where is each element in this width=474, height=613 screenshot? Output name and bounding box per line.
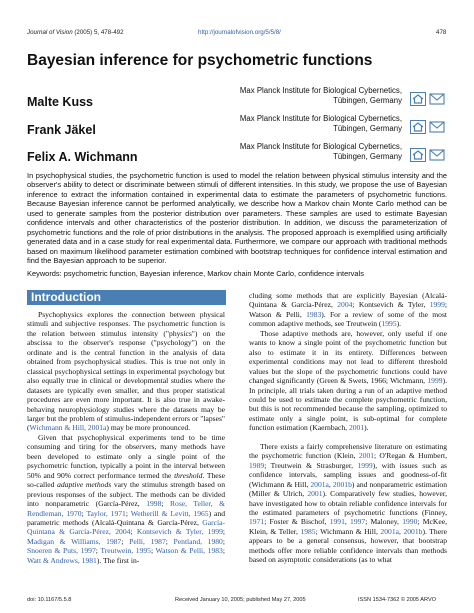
abstract: In psychophysical studies, the psychometric function is used to model the relation between physical stimulus intensity and the observer's ability to detect or discriminate between stimuli of different intensities. In this study, we propose the use of Bayesian inference to extract the information contained in experimental data to estimate the parameters of psychometric functions. Because Bayesian inference cannot be performed analytically, we describe how a Markov chain Monte Carlo method can be used to generate samples from the posterior distribution over parameters. These samples are used to estimate Bayesian confidence intervals and other characteristics of the posterior distribution. In addition, we discuss the parameterization of psychometric functions and the role of prior distributions in the analysis. The proposed approach is exemplified using artificially generated data and in a case study for real experimental data. Furthermore, we compare our approach with traditional methods based on maximum likelihood parameter estimation combined with bootstrap techniques for confidence interval estimation and find the Bayesian approach to be superior. — [27, 171, 447, 266]
home-icon[interactable] — [410, 148, 426, 162]
citation-link[interactable]: 2001a — [380, 526, 399, 536]
citation-link[interactable]: 1998 — [146, 499, 162, 509]
author-affiliation — [190, 86, 402, 106]
paragraph-text: ; Watson & Pelli, — [249, 300, 447, 319]
citation-link[interactable]: García-Quintana & García-Pérez, 2004 — [27, 517, 225, 537]
keywords: Keywords: psychometric function, Bayesian inference, Markov chain Monte Carlo, confidence intervals — [27, 269, 364, 278]
footer-received: Received January 10, 2005; published May 27, 2005 — [175, 597, 306, 603]
citation-link[interactable]: Madigan & Williams, 1987 — [27, 536, 122, 546]
paragraph-text: There exists a fairly comprehensive literature on estimating the psychometric function (Klein, — [249, 441, 447, 461]
affiliation-line: Tübingen, Germany — [333, 152, 402, 161]
page-number: 478 — [436, 29, 447, 36]
paragraph-text: Psychophysics explores the connection between physical stimuli and subjective responses. The psychometric function is the relation between stimulus intensity ("physics") on the abscissa to the observer's response ("psychology") on the ordinate and is the central function in the analysis of data obtained from psychophysical studies. This is true not only in classical psychophysical settings in experimental psychology but also equally true in clinical or developmental studies where the datasets are typically even smaller, and thus proper statistical procedures are even more important. It is also true in awake-behaving neurophysiology studies where the datasets may be larger but the problem of stimulus-independent errors or "lapses" ( — [27, 310, 225, 433]
citation-link[interactable]: 1999 — [429, 300, 445, 310]
paragraph-text: ). — [364, 423, 369, 433]
paragraph-text: ; O'Regan & Humbert, — [374, 451, 448, 461]
citation-link[interactable]: Treutwein, 1995 — [100, 546, 151, 556]
citation-link[interactable]: 2001 — [358, 451, 375, 461]
citation-link[interactable]: 2001 — [348, 423, 365, 433]
author-affiliation — [190, 114, 402, 134]
affiliation-line: Max Planck Institute for Biological Cybernetics, — [239, 86, 402, 95]
author-name: Felix A. Wichmann — [27, 150, 138, 164]
emphasis: adaptive methods — [57, 480, 112, 490]
paper-title: Bayesian inference for psychometric functions — [27, 52, 373, 69]
affiliation-line: Max Planck Institute for Biological Cybernetics, — [239, 142, 402, 151]
paragraph-text: . These so-called — [27, 470, 225, 490]
paragraph-text: ). — [396, 319, 402, 329]
citation-link[interactable]: Pentland, 1980 — [173, 536, 223, 546]
section-heading: Introduction — [27, 290, 226, 305]
author-affiliation — [190, 142, 402, 162]
journal-citation — [27, 29, 124, 36]
citation-link[interactable]: Pelli, 1987 — [129, 536, 166, 546]
citation-link[interactable]: 1983 — [306, 309, 322, 319]
paragraph-text: ) and nonparametric estimation (Miller & Ulrich, — [249, 479, 448, 499]
citation-link[interactable]: 1999 — [427, 376, 443, 386]
paragraph-text: Given that psychophysical experiments tend to be time consuming and tiring for the observers, many methods have been developed to estimate only a single point of the psychometric function, typically a point in the interval between 50% and 90% correct performance termed the — [27, 432, 225, 480]
journal-volume: (2005) 5, 478-492 — [72, 29, 124, 36]
left-column — [27, 310, 225, 565]
author-name: Frank Jäkel — [27, 123, 96, 137]
affiliation-line: Tübingen, Germany — [333, 96, 402, 105]
citation-link[interactable]: 1990 — [402, 517, 418, 527]
citation-link[interactable]: 1997 — [350, 517, 366, 527]
citation-link[interactable]: 2004 — [337, 300, 353, 310]
citation-link[interactable]: 1985 — [300, 526, 316, 536]
affiliation-line: Tübingen, Germany — [333, 124, 402, 133]
email-icon[interactable] — [429, 120, 445, 134]
paragraph-text: ). In principle, all trials taken during a run of an adaptive method could be used to estimate the complete psychometric function, but this is not recommended because the sampling, optimized to estimate only a single point, is sub-optimal for complete function estimation (Kaernbach, — [249, 376, 447, 433]
citation-link[interactable]: Taylor, 1971 — [86, 508, 126, 518]
citation-link[interactable]: Kontsevich & Tyler, 1999 — [136, 527, 223, 537]
footer-issn: ISSN 1534-7362 © 2005 ARVO — [358, 597, 437, 603]
journal-url[interactable]: http://journalofvision.org/5/5/8/ — [198, 29, 281, 36]
citation-link[interactable]: Watson & Pelli, 1983 — [155, 546, 223, 556]
paragraph: Given that psychophysical experiments tend to be time consuming and tiring for the observers, many methods have been developed to estimate only a single point of the psychometric function, typically a point in the interval between 50% and 90% correct performance termed the threshold. These so-called adaptive methods vary the stimulus strength based on previous responses of the subject. The methods can be divided into nonparametric (García-Pérez, 1998; Rose, Teller, & Rendleman, 1970; Taylor, 1971; Wetherill & Levitt, 1965) and parametric methods (Alcalá-Quintana & García-Pérez, García-Quintana & García-Pérez, 2004; Kontsevich & Tyler, 1999; Madigan & Williams, 1987; Pelli, 1987; Pentland, 1980; Snoeren & Puts, 1997; Treutwein, 1995; Watson & Pelli, 1983; Watt & Andrews, 1981). The first in- — [27, 432, 226, 565]
paragraph-text: ), with issues such as confidence intervals, sampling issues and goodness-of-fit (Wichmann & Hill, — [249, 460, 447, 489]
citation-link[interactable]: Snoeren & Puts, 1997 — [27, 546, 96, 556]
citation-link[interactable]: Rose, Teller, & Rendleman, 1970 — [27, 499, 226, 518]
citation-link[interactable]: Wichmann & Hill, 2001a — [29, 423, 107, 433]
paragraph-text: ; Foster & Bischof, — [264, 517, 330, 527]
paragraph: There exists a fairly comprehensive literature on estimating the psychometric function (Klein, 2001; O'Regan & Humbert, 1989; Treutwein & Strasburger, 1999), with issues such as confidence intervals, sampling issues and goodness-of-fit (Wichmann & Hill, 2001a, 2001b) and nonparametric estimation (Miller & Ulrich, 2001). Comparatively few studies, however, have investigated how to obtain reliable confidence intervals for the estimated parameters of psychometric functions (Finney, 1971; Foster & Bischof, 1991, 1997; Maloney, 1990; McKee, Klein, & Teller, 1985; Wichmann & Hill, 2001a, 2001b). There appears to be a general consensus, however, that bootstrap methods offer more reliable confidence intervals than methods based on asymptotic considerations (as to what — [249, 441, 448, 565]
paragraph-text: Those adaptive methods are, however, only useful if one wants to know a single point of the psychometric function but also to estimate it in its entirety. Differences between experimental conditions may not lead to different threshold values but the slope of the psychometric functions could have changed significantly (Green & Swets, 1966; Wichmann, — [249, 328, 447, 386]
email-icon[interactable] — [429, 92, 445, 106]
paragraph-text: ) and parametric methods (Alcalá-Quintana & García-Pérez, — [27, 508, 225, 527]
paragraph-text: vary the stimulus strength based on previous responses of the subject. The methods can be divided into nonparametric (García-Pérez, — [27, 480, 226, 509]
affiliation-line: Max Planck Institute for Biological Cybernetics, — [239, 114, 402, 123]
journal-name: Journal of Vision — [27, 29, 73, 36]
paragraph-text: ; Kontsevich & Tyler, — [352, 300, 430, 310]
citation-link[interactable]: 2001b — [332, 479, 352, 489]
citation-link[interactable]: 1995 — [381, 319, 397, 329]
paragraph-text: ; Maloney, — [365, 517, 403, 527]
citation-link[interactable]: 1999 — [357, 460, 373, 470]
citation-link[interactable]: 1989 — [249, 460, 265, 470]
paragraph-text: ; McKee, Klein, & Teller, — [249, 517, 447, 536]
paragraph-text: ; Treutwein & Strasburger, — [264, 460, 358, 470]
paragraph-text: ). There appears to be a general consensus, however, that bootstrap methods offer more reliable confidence intervals than methods based on asymptotic considerations (as to what — [249, 526, 447, 565]
paragraph-text: ; Wichmann & Hill, — [315, 526, 381, 536]
citation-link[interactable]: 2001b — [403, 526, 423, 536]
paragraph-text: cluding some methods that are explicitly Bayesian (Alcalá-Quintana & García-Pérez, — [249, 291, 447, 310]
footer-doi: doi: 10.1167/5.5.8 — [27, 597, 72, 603]
citation-link[interactable]: 2001a — [310, 479, 329, 489]
author-name: Malte Kuss — [27, 95, 93, 109]
citation-link[interactable]: Wetherill & Levitt, 1965 — [130, 508, 209, 518]
paragraph — [249, 329, 447, 433]
paragraph — [27, 310, 225, 433]
citation-link[interactable]: 1991 — [329, 517, 345, 527]
paragraph-text: ). The first in- — [96, 555, 140, 565]
email-icon[interactable] — [429, 148, 445, 162]
right-column — [249, 291, 447, 565]
paragraph-text: ). For a review of some of the most common adaptive methods, see Treutwein ( — [249, 309, 448, 329]
emphasis: threshold — [174, 470, 203, 480]
home-icon[interactable] — [410, 120, 426, 134]
citation-link[interactable]: Watt & Andrews, 1981 — [27, 555, 97, 565]
home-icon[interactable] — [410, 92, 426, 106]
citation-link[interactable]: 1971 — [249, 517, 265, 527]
paragraph — [249, 291, 447, 329]
paragraph-text: ). Comparatively few studies, however, have investigated how to obtain reliable confidence intervals for the estimated parameters of psychometric functions (Finney, — [249, 489, 447, 517]
paragraph-text: ) may be more pronounced. — [106, 423, 191, 433]
citation-link[interactable]: 2001 — [307, 489, 323, 499]
